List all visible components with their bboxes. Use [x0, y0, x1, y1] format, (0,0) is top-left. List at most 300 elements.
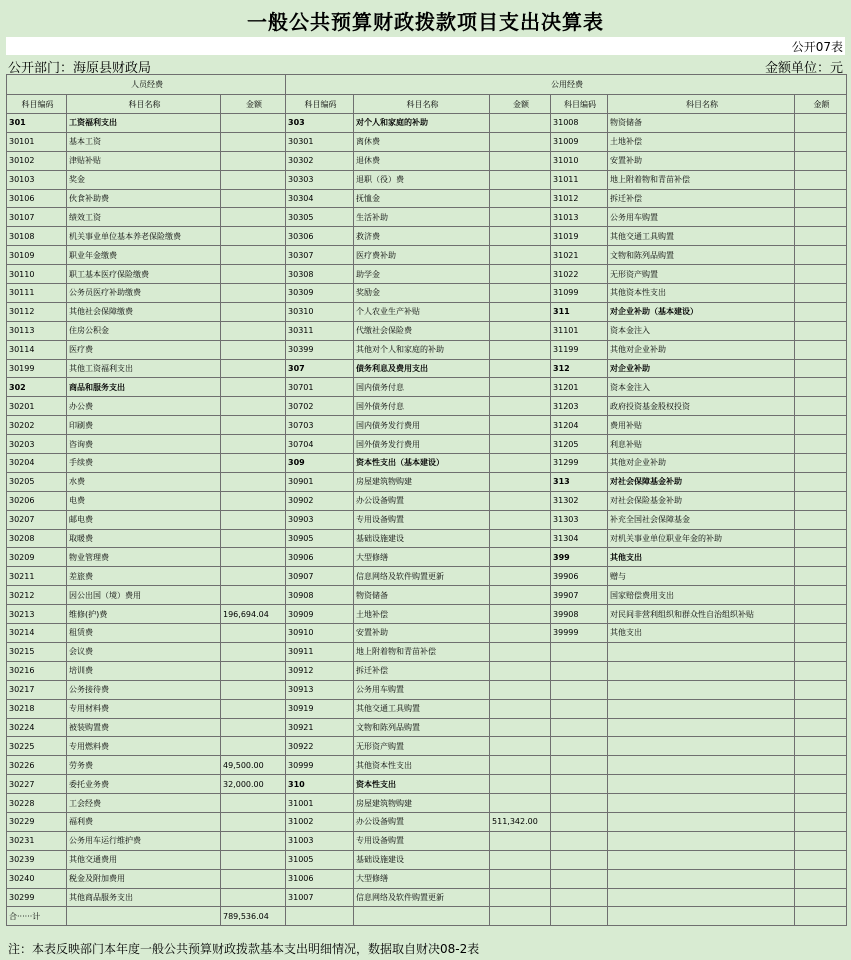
- cell-code: 31005: [286, 850, 354, 869]
- cell-code: [551, 775, 608, 794]
- cell-code: 30108: [7, 227, 67, 246]
- cell-code: 30302: [286, 151, 354, 170]
- cell-code: 30216: [7, 661, 67, 680]
- cell-name: 退休费: [354, 151, 490, 170]
- cell-name: [608, 756, 795, 775]
- cell-amount: [490, 756, 551, 775]
- cell-amount: [221, 208, 286, 227]
- table-row: [7, 227, 847, 246]
- cell-amount: [490, 359, 551, 378]
- cell-name: 基础设施建设: [354, 850, 490, 869]
- cell-amount: [490, 737, 551, 756]
- cell-name: 大型修缮: [354, 548, 490, 567]
- cell-name: 因公出国（境）费用: [67, 586, 221, 605]
- cell-code: [551, 756, 608, 775]
- cell-amount: [221, 340, 286, 359]
- cell-amount: [221, 699, 286, 718]
- table-row: [7, 812, 847, 831]
- cell-name: [608, 775, 795, 794]
- cell-amount: [221, 491, 286, 510]
- cell-name: 代缴社会保险费: [354, 321, 490, 340]
- cell-amount: 49,500.00: [221, 756, 286, 775]
- cell-code: 313: [551, 472, 608, 491]
- cell-code: 31021: [551, 246, 608, 265]
- cell-name: 对机关事业单位职业年金的补助: [608, 529, 795, 548]
- cell-amount: [795, 775, 847, 794]
- cell-name: 对企业补助: [608, 359, 795, 378]
- cell-name: 办公设备购置: [354, 491, 490, 510]
- cell-amount: [490, 132, 551, 151]
- cell-name: 医疗费补助: [354, 246, 490, 265]
- cell-amount: [795, 907, 847, 926]
- cell-amount: [795, 888, 847, 907]
- cell-name: 医疗费: [67, 340, 221, 359]
- cell-name: 政府投资基金股权投资: [608, 397, 795, 416]
- cell-amount: [221, 151, 286, 170]
- cell-code: 30110: [7, 265, 67, 284]
- cell-name: [608, 888, 795, 907]
- cell-code: 31001: [286, 794, 354, 813]
- cell-name: 拆迁补偿: [608, 189, 795, 208]
- cell-code: [551, 869, 608, 888]
- cell-name: 资本性支出（基本建设）: [354, 454, 490, 473]
- cell-name: 安置补助: [608, 151, 795, 170]
- cell-code: 30399: [286, 340, 354, 359]
- cell-amount: [490, 416, 551, 435]
- cell-amount: [795, 416, 847, 435]
- cell-name: 其他交通费用: [67, 850, 221, 869]
- cell-amount: [490, 189, 551, 208]
- table-row: [7, 661, 847, 680]
- table-row: [7, 529, 847, 548]
- cell-code: 30228: [7, 794, 67, 813]
- cell-name: 国内债务付息: [354, 378, 490, 397]
- table-row: [7, 114, 847, 133]
- cell-name: 其他商品服务支出: [67, 888, 221, 907]
- cell-code: 31008: [551, 114, 608, 133]
- cell-amount: [490, 605, 551, 624]
- cell-code: [551, 718, 608, 737]
- cell-amount: [221, 529, 286, 548]
- cell-code: 30109: [7, 246, 67, 265]
- table-row: [7, 208, 847, 227]
- cell-code: 30111: [7, 284, 67, 303]
- cell-name: 印刷费: [67, 416, 221, 435]
- col-header-code: 科目编码: [286, 95, 354, 114]
- cell-amount: [490, 529, 551, 548]
- cell-code: 30303: [286, 170, 354, 189]
- cell-name: 手续费: [67, 454, 221, 473]
- cell-name: 对社会保险基金补助: [608, 491, 795, 510]
- cell-amount: [795, 151, 847, 170]
- table-row: [7, 454, 847, 473]
- cell-amount: [221, 227, 286, 246]
- cell-code: 30311: [286, 321, 354, 340]
- cell-code: 31304: [551, 529, 608, 548]
- cell-name: 专用材料费: [67, 699, 221, 718]
- cell-amount: [490, 850, 551, 869]
- table-row: [7, 907, 847, 926]
- cell-name: 资本性支出: [354, 775, 490, 794]
- cell-amount: [490, 888, 551, 907]
- cell-amount: [221, 472, 286, 491]
- cell-code: 30905: [286, 529, 354, 548]
- cell-code: 30907: [286, 567, 354, 586]
- cell-name: 赠与: [608, 567, 795, 586]
- cell-code: 31205: [551, 435, 608, 454]
- cell-amount: [490, 794, 551, 813]
- cell-name: 地上附着物和青苗补偿: [608, 170, 795, 189]
- table-row: [7, 737, 847, 756]
- cell-amount: [795, 246, 847, 265]
- cell-name: [608, 737, 795, 756]
- cell-name: 助学金: [354, 265, 490, 284]
- cell-name: 利息补贴: [608, 435, 795, 454]
- cell-name: 其他工资福利支出: [67, 359, 221, 378]
- cell-amount: [221, 718, 286, 737]
- cell-code: 31022: [551, 265, 608, 284]
- cell-amount: 32,000.00: [221, 775, 286, 794]
- cell-amount: [221, 265, 286, 284]
- cell-name: [608, 907, 795, 926]
- cell-name: 救济费: [354, 227, 490, 246]
- table-row: [7, 624, 847, 643]
- cell-amount: [795, 359, 847, 378]
- cell-code: 30922: [286, 737, 354, 756]
- cell-amount: [795, 114, 847, 133]
- table-row: [7, 642, 847, 661]
- cell-code: 30239: [7, 850, 67, 869]
- cell-name: 邮电费: [67, 510, 221, 529]
- cell-name: [608, 642, 795, 661]
- cell-code: 30704: [286, 435, 354, 454]
- table-row: [7, 699, 847, 718]
- table-row: [7, 435, 847, 454]
- cell-name: [67, 907, 221, 926]
- cell-code: 31099: [551, 284, 608, 303]
- cell-code: 307: [286, 359, 354, 378]
- cell-amount: [795, 756, 847, 775]
- cell-name: [608, 812, 795, 831]
- cell-name: [354, 907, 490, 926]
- cell-code: 31199: [551, 340, 608, 359]
- cell-name: 物业管理费: [67, 548, 221, 567]
- cell-amount: [490, 661, 551, 680]
- cell-amount: [221, 888, 286, 907]
- cell-amount: [221, 624, 286, 643]
- cell-code: 31204: [551, 416, 608, 435]
- cell-amount: [221, 284, 286, 303]
- report-title: 一般公共预算财政拨款项目支出决算表: [247, 10, 604, 34]
- cell-name: 资本金注入: [608, 378, 795, 397]
- table-row: [7, 397, 847, 416]
- cell-amount: [221, 454, 286, 473]
- cell-name: 土地补偿: [354, 605, 490, 624]
- cell-name: 公务用车运行维护费: [67, 831, 221, 850]
- cell-code: 30227: [7, 775, 67, 794]
- cell-code: 30701: [286, 378, 354, 397]
- cell-amount: [490, 775, 551, 794]
- cell-name: 奖励金: [354, 284, 490, 303]
- table-row: [7, 151, 847, 170]
- table-row: [7, 265, 847, 284]
- cell-name: 税金及附加费用: [67, 869, 221, 888]
- cell-code: 31201: [551, 378, 608, 397]
- cell-name: 物资储备: [608, 114, 795, 133]
- cell-code: [551, 907, 608, 926]
- cell-amount: [221, 321, 286, 340]
- cell-amount: [795, 378, 847, 397]
- cell-name: 公务接待费: [67, 680, 221, 699]
- cell-amount: [490, 472, 551, 491]
- cell-name: 个人农业生产补贴: [354, 302, 490, 321]
- cell-name: 房屋建筑物购建: [354, 794, 490, 813]
- cell-code: 30310: [286, 302, 354, 321]
- cell-name: 其他支出: [608, 624, 795, 643]
- cell-code: 30218: [7, 699, 67, 718]
- cell-code: [551, 888, 608, 907]
- cell-name: 住房公积金: [67, 321, 221, 340]
- cell-code: 30910: [286, 624, 354, 643]
- cell-name: 基本工资: [67, 132, 221, 151]
- cell-amount: [490, 907, 551, 926]
- cell-name: 土地补偿: [608, 132, 795, 151]
- cell-name: [608, 661, 795, 680]
- cell-amount: [795, 605, 847, 624]
- cell-amount: [490, 567, 551, 586]
- cell-amount: [221, 586, 286, 605]
- cell-code: 30299: [7, 888, 67, 907]
- cell-name: 职工基本医疗保险缴费: [67, 265, 221, 284]
- table-row: [7, 284, 847, 303]
- col-header-amount: 金额: [795, 95, 847, 114]
- cell-amount: [795, 718, 847, 737]
- cell-amount: [221, 397, 286, 416]
- cell-name: 劳务费: [67, 756, 221, 775]
- cell-amount: [490, 586, 551, 605]
- table-row: [7, 189, 847, 208]
- cell-amount: 789,536.04: [221, 907, 286, 926]
- cell-amount: [795, 302, 847, 321]
- cell-name: 租赁费: [67, 624, 221, 643]
- cell-code: 30213: [7, 605, 67, 624]
- cell-name: 抚恤金: [354, 189, 490, 208]
- cell-name: 取暖费: [67, 529, 221, 548]
- cell-amount: [490, 246, 551, 265]
- cell-amount: [490, 170, 551, 189]
- cell-code: 39908: [551, 605, 608, 624]
- cell-code: 30215: [7, 642, 67, 661]
- cell-code: 31007: [286, 888, 354, 907]
- table-row: [7, 472, 847, 491]
- table-row: [7, 869, 847, 888]
- cell-name: 工资福利支出: [67, 114, 221, 133]
- cell-amount: [795, 284, 847, 303]
- cell-name: 专用燃料费: [67, 737, 221, 756]
- cell-code: 31203: [551, 397, 608, 416]
- cell-amount: [221, 567, 286, 586]
- table-row: [7, 888, 847, 907]
- table-row: [7, 605, 847, 624]
- cell-name: [608, 699, 795, 718]
- cell-amount: [490, 208, 551, 227]
- cell-name: 信息网络及软件购置更新: [354, 888, 490, 907]
- cell-amount: [221, 510, 286, 529]
- cell-amount: [221, 302, 286, 321]
- cell-code: [551, 737, 608, 756]
- table-row: [7, 718, 847, 737]
- cell-amount: [490, 227, 551, 246]
- cell-code: 30204: [7, 454, 67, 473]
- cell-amount: [221, 812, 286, 831]
- cell-code: [286, 907, 354, 926]
- cell-amount: [795, 472, 847, 491]
- table-row: [7, 132, 847, 151]
- cell-name: 国内债务发行费用: [354, 416, 490, 435]
- cell-amount: [490, 397, 551, 416]
- cell-amount: [490, 454, 551, 473]
- table-row: [7, 359, 847, 378]
- expenditure-table: [6, 74, 847, 926]
- cell-code: 30306: [286, 227, 354, 246]
- cell-amount: [221, 831, 286, 850]
- cell-name: 其他资本性支出: [608, 284, 795, 303]
- cell-code: 30908: [286, 586, 354, 605]
- table-row: [7, 321, 847, 340]
- table-row: [7, 586, 847, 605]
- cell-amount: [795, 397, 847, 416]
- cell-amount: [795, 170, 847, 189]
- cell-name: 公务用车购置: [354, 680, 490, 699]
- cell-amount: [490, 831, 551, 850]
- cell-name: 其他支出: [608, 548, 795, 567]
- cell-name: 公务用车购置: [608, 208, 795, 227]
- column-header-row: [7, 95, 847, 114]
- cell-name: 公务员医疗补助缴费: [67, 284, 221, 303]
- cell-code: 30212: [7, 586, 67, 605]
- cell-name: 机关事业单位基本养老保险缴费: [67, 227, 221, 246]
- cell-code: 310: [286, 775, 354, 794]
- cell-name: 债务利息及费用支出: [354, 359, 490, 378]
- cell-amount: [221, 869, 286, 888]
- cell-code: 31303: [551, 510, 608, 529]
- cell-code: 30902: [286, 491, 354, 510]
- cell-amount: [221, 170, 286, 189]
- table-row: [7, 491, 847, 510]
- cell-name: 职业年金缴费: [67, 246, 221, 265]
- cell-amount: [221, 850, 286, 869]
- cell-amount: [795, 794, 847, 813]
- cell-name: 国外债务付息: [354, 397, 490, 416]
- cell-name: 无形资产购置: [608, 265, 795, 284]
- table-row: [7, 775, 847, 794]
- cell-name: 会议费: [67, 642, 221, 661]
- cell-code: 30304: [286, 189, 354, 208]
- cell-code: 30903: [286, 510, 354, 529]
- cell-code: 301: [7, 114, 67, 133]
- cell-name: 信息网络及软件购置更新: [354, 567, 490, 586]
- cell-code: 30203: [7, 435, 67, 454]
- cell-amount: [795, 321, 847, 340]
- cell-code: 30209: [7, 548, 67, 567]
- cell-code: 30114: [7, 340, 67, 359]
- cell-amount: [221, 416, 286, 435]
- cell-amount: [221, 680, 286, 699]
- cell-amount: [221, 189, 286, 208]
- cell-name: 福利费: [67, 812, 221, 831]
- cell-code: 30906: [286, 548, 354, 567]
- cell-amount: [795, 265, 847, 284]
- cell-code: 39906: [551, 567, 608, 586]
- cell-amount: [795, 661, 847, 680]
- cell-name: [608, 794, 795, 813]
- cell-code: 30112: [7, 302, 67, 321]
- cell-name: 电费: [67, 491, 221, 510]
- cell-code: 30912: [286, 661, 354, 680]
- cell-amount: [490, 548, 551, 567]
- cell-name: 生活补助: [354, 208, 490, 227]
- table-row: [7, 170, 847, 189]
- cell-code: [551, 699, 608, 718]
- cell-code: 31002: [286, 812, 354, 831]
- cell-code: 311: [551, 302, 608, 321]
- cell-amount: [490, 151, 551, 170]
- cell-name: 其他对个人和家庭的补助: [354, 340, 490, 359]
- cell-amount: [490, 642, 551, 661]
- cell-amount: [795, 624, 847, 643]
- cell-code: 309: [286, 454, 354, 473]
- cell-amount: [490, 680, 551, 699]
- cell-name: 补充全国社会保障基金: [608, 510, 795, 529]
- cell-code: 30199: [7, 359, 67, 378]
- cell-name: 水费: [67, 472, 221, 491]
- cell-amount: [490, 284, 551, 303]
- cell-amount: [795, 850, 847, 869]
- cell-amount: [490, 265, 551, 284]
- cell-code: 30919: [286, 699, 354, 718]
- cell-amount: [795, 567, 847, 586]
- cell-code: 30217: [7, 680, 67, 699]
- cell-code: 31009: [551, 132, 608, 151]
- cell-name: 差旅费: [67, 567, 221, 586]
- cell-code: 31101: [551, 321, 608, 340]
- cell-name: [608, 718, 795, 737]
- cell-code: 30224: [7, 718, 67, 737]
- cell-code: 30703: [286, 416, 354, 435]
- cell-name: 办公设备购置: [354, 812, 490, 831]
- cell-code: 30101: [7, 132, 67, 151]
- cell-code: 30913: [286, 680, 354, 699]
- cell-amount: [795, 454, 847, 473]
- cell-amount: [795, 586, 847, 605]
- cell-amount: 511,342.00: [490, 812, 551, 831]
- col-header-amount: 金额: [490, 95, 551, 114]
- table-row: [7, 510, 847, 529]
- cell-amount: [490, 340, 551, 359]
- cell-code: 30901: [286, 472, 354, 491]
- cell-name: 安置补助: [354, 624, 490, 643]
- cell-amount: [490, 718, 551, 737]
- cell-code: 30206: [7, 491, 67, 510]
- cell-name: 大型修缮: [354, 869, 490, 888]
- cell-amount: 196,694.04: [221, 605, 286, 624]
- cell-code: 30240: [7, 869, 67, 888]
- cell-amount: [490, 491, 551, 510]
- cell-amount: [221, 435, 286, 454]
- cell-name: 退职（役）费: [354, 170, 490, 189]
- cell-code: [551, 812, 608, 831]
- cell-amount: [795, 510, 847, 529]
